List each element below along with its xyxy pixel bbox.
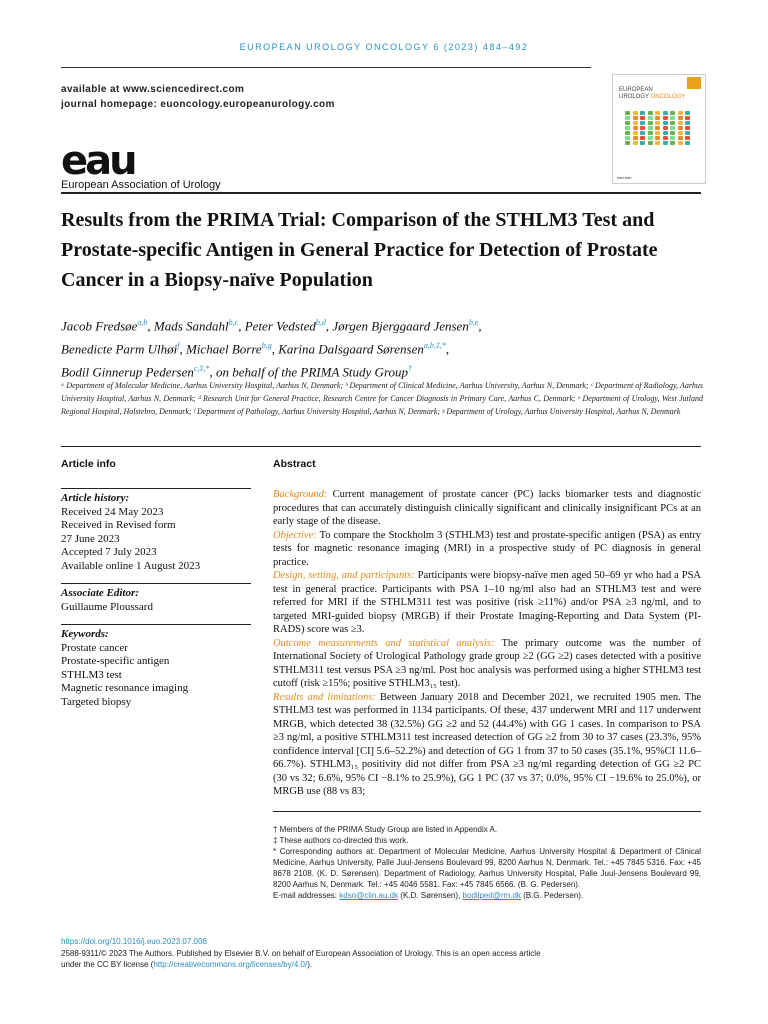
- cover-grid-cell: [678, 131, 683, 135]
- author-affiliation-marker: b,c: [228, 318, 239, 327]
- license-line: [61, 959, 701, 971]
- footnote-emails: [273, 890, 701, 901]
- author-affiliation-marker: b,e: [468, 318, 479, 327]
- footnote-corresponding: * Corresponding authors at: Department of Molecular Medicine, Aarhus University Hospital & Department of Clinical Medicine, Aarhus University, Palle Juul-Jensens Boulevard 99, 8200 Aarhus N, Denmark. Tel.: +45 7845 5316. Fax: +45 8678 2108. (K. D. Sørensen). Department of Radiology, Aarhus University Hospital, Palle Juul-Jensens Boulevard 99, 8200 Aarhus N, Denmark. Tel.: +45 4046 5581. Fax: +45 7845 6566. (B. G. Pedersen).: [273, 847, 701, 889]
- cover-grid-cell: [625, 136, 630, 140]
- abstract-label: Background:: [273, 489, 328, 500]
- author-name[interactable]: Michael Borre: [185, 341, 262, 357]
- author-separator: ,: [179, 341, 186, 357]
- cover-grid-cell: [670, 136, 675, 140]
- cover-grid-cell: [648, 131, 653, 135]
- footnote-co-directed: ‡ These authors co-directed this work.: [273, 836, 409, 845]
- abstract-text: To compare the Stockholm 3 (STHLM3) test and prostate-specific antigen (PSA) as entry tests for magnetic resonance imaging (MRI) in a prospective study of PC diagnosis in general practice.: [273, 529, 701, 568]
- license-suffix: ).: [307, 960, 313, 969]
- eau-org-name: European Association of Urology: [61, 179, 221, 191]
- cover-grid-cell: [625, 111, 630, 115]
- license-prefix: under the CC BY license (: [61, 960, 154, 969]
- email-name-sorensen: (K.D. Sørensen),: [398, 891, 463, 900]
- author-name[interactable]: Benedicte Parm Ulhøi: [61, 341, 178, 357]
- cover-grid-cell: [640, 141, 645, 145]
- cover-grid-cell: [685, 121, 690, 125]
- cover-grid-cell: [655, 116, 660, 120]
- author-list: [61, 313, 711, 381]
- cover-grid-cell: [625, 126, 630, 130]
- abstract-label: Objective:: [273, 529, 317, 541]
- cover-grid-cell: [633, 126, 638, 130]
- cover-grid-cell: [655, 111, 660, 115]
- eau-logo-mark: eau: [61, 138, 135, 184]
- associate-editor-name: Guillaume Ploussard: [61, 600, 153, 613]
- author-name[interactable]: Jørgen Bjerggaard Jensen: [332, 318, 469, 334]
- cover-grid-cell: [625, 116, 630, 120]
- author-separator: ,: [238, 318, 245, 334]
- history-line: Available online 1 August 2023: [61, 559, 201, 572]
- cover-grid-cell: [640, 111, 645, 115]
- cover-grid-cell: [678, 111, 683, 115]
- eau-logo[interactable]: [61, 138, 221, 191]
- history-line: Accepted 7 July 2023: [61, 546, 157, 558]
- running-header: EUROPEAN UROLOGY ONCOLOGY 6 (2023) 484–492: [239, 42, 529, 52]
- abstract-text: Participants were biopsy-naïve men aged 50–69 yr who had a PSA test in general practice. Participants with PSA 1–10 ng/ml also had an STHLM3 test and were referred for MRI if the STHLM311 test was positive (risk ≥11%) and/or PSA ≥3 ng/ml, and to targeted MRI-guided biopsy (MRGB) if their Prostate Imaging-Reporting and Data System (PI-RADS) score was ≥3.: [273, 570, 701, 635]
- abstract-section: [273, 458, 701, 799]
- keywords: [61, 624, 251, 709]
- header-rule: [61, 67, 591, 68]
- history-line: 27 June 2023: [61, 532, 120, 545]
- cover-grid-cell: [670, 111, 675, 115]
- cover-grid-cell: [670, 126, 675, 130]
- cover-grid-cell: [640, 116, 645, 120]
- abstract-label: Outcome measurements and statistical analysis:: [273, 637, 495, 649]
- abstract-paragraph: [273, 691, 701, 799]
- abstract-label: Design, setting, and participants:: [273, 570, 415, 581]
- page-footer: [61, 936, 701, 971]
- abstract-label: Results and limitations:: [273, 691, 376, 703]
- abstract-body: [273, 488, 701, 799]
- cover-title-line2a: UROLOGY: [619, 94, 651, 100]
- cover-grid-cell: [655, 131, 660, 135]
- keyword-item[interactable]: Prostate cancer: [61, 641, 128, 654]
- title-rule: [61, 192, 701, 194]
- cover-title-line1: EUROPEAN: [619, 87, 653, 93]
- author-name[interactable]: Mads Sandahl: [153, 318, 229, 334]
- author-name[interactable]: Jacob Fredsøe: [61, 318, 138, 334]
- cover-grid-cell: [640, 131, 645, 135]
- cover-grid-cell: [648, 116, 653, 120]
- cover-badge: [687, 77, 701, 89]
- author-separator: ,: [445, 341, 450, 357]
- cover-grid-cell: [685, 116, 690, 120]
- author-separator: ,: [478, 318, 482, 334]
- cover-grid-cell: [655, 126, 660, 130]
- keyword-item[interactable]: Prostate-specific antigen: [61, 655, 170, 667]
- article-info-heading: Article info: [61, 458, 116, 470]
- associate-editor: [61, 583, 251, 614]
- cover-grid-cell: [670, 116, 675, 120]
- license-link[interactable]: http://creativecommons.org/licenses/by/4.0/: [153, 960, 308, 969]
- doi-link[interactable]: https://doi.org/10.1016/j.euo.2023.07.006: [61, 937, 207, 946]
- author-separator: ,: [325, 318, 333, 334]
- journal-homepage-link[interactable]: journal homepage: euoncology.europeanurology.com: [61, 99, 335, 110]
- author-name[interactable]: Karina Dalsgaard Sørensen: [278, 341, 424, 357]
- available-at-link[interactable]: available at www.sciencedirect.com: [61, 84, 245, 95]
- cover-grid-cell: [678, 126, 683, 130]
- article-history-heading: Article history:: [61, 492, 130, 504]
- cover-grid-cell: [640, 136, 645, 140]
- cover-grid-cell: [685, 131, 690, 135]
- author-separator: ,: [209, 363, 216, 379]
- abstract-heading: Abstract: [273, 458, 316, 470]
- cover-grid-cell: [655, 136, 660, 140]
- cover-grid-cell: [685, 136, 690, 140]
- footnote-study-group: † Members of the PRIMA Study Group are listed in Appendix A.: [273, 825, 498, 834]
- author-separator: ,: [271, 341, 279, 357]
- email-prefix: E-mail addresses:: [273, 891, 340, 900]
- cover-grid-cell: [625, 121, 630, 125]
- associate-editor-heading: Associate Editor:: [61, 587, 139, 599]
- author-affiliation-marker: a,b,‡,*: [423, 340, 446, 350]
- cover-grid-cell: [678, 121, 683, 125]
- article-history: [61, 488, 251, 573]
- cover-grid-cell: [685, 141, 690, 145]
- cover-grid-cell: [648, 136, 653, 140]
- cover-footer: eau eau: [617, 175, 632, 180]
- author-separator: ,: [147, 318, 154, 334]
- cover-grid-cell: [678, 116, 683, 120]
- author-name[interactable]: on behalf of the PRIMA Study Group: [215, 363, 409, 379]
- abstract-paragraph: [273, 529, 701, 570]
- abstract-text: The primary outcome was the number of International Society of Urological Pathology grade group ≥2 (GG ≥2) cases detected with a positive STHLM311 test versus PSA ≥3 ng/ml. Post hoc analysis was performed using a higher STHLM3 test cutoff (risk ≥15%; positive STHLM3₁₅ test).: [273, 637, 701, 689]
- journal-cover-thumbnail[interactable]: [612, 74, 706, 184]
- cover-grid-cell: [670, 131, 675, 135]
- keyword-item[interactable]: Magnetic resonance imaging: [61, 682, 189, 694]
- cover-grid-cell: [625, 131, 630, 135]
- abstract-paragraph: [273, 637, 701, 691]
- cover-grid-cell: [648, 126, 653, 130]
- keywords-heading: Keywords:: [61, 628, 109, 640]
- author-affiliation-marker: †: [408, 363, 413, 373]
- cover-grid-cell: [633, 141, 638, 145]
- keyword-item[interactable]: Targeted biopsy: [61, 695, 132, 708]
- email-link-sorensen[interactable]: kdso@clin.au.dk: [339, 891, 399, 900]
- footnotes: [273, 824, 701, 901]
- cover-grid-cell: [663, 111, 668, 115]
- cover-grid-cell: [655, 121, 660, 125]
- cover-grid-cell: [663, 131, 668, 135]
- cover-grid-cell: [655, 141, 660, 145]
- cover-grid-cell: [648, 111, 653, 115]
- cover-grid-cell: [670, 121, 675, 125]
- cover-grid-cell: [670, 141, 675, 145]
- cover-grid-cell: [640, 126, 645, 130]
- cover-title-line2b: ONCOLOGY: [650, 94, 686, 100]
- cover-figure: [625, 111, 695, 147]
- footnote-rule: [273, 811, 701, 812]
- author-affiliation-marker: a,b: [137, 318, 148, 327]
- keyword-item[interactable]: STHLM3 test: [61, 668, 122, 681]
- article-info-column: [61, 458, 251, 709]
- cover-grid-cell: [663, 136, 668, 140]
- cover-grid-cell: [663, 116, 668, 120]
- author-affiliation-marker: b,g: [261, 340, 272, 350]
- email-name-pedersen: (B.G. Pedersen).: [520, 891, 584, 900]
- history-line: Received in Revised form: [61, 519, 176, 531]
- author-affiliation-marker: b,d: [315, 318, 326, 327]
- cover-grid-cell: [663, 126, 668, 130]
- abstract-paragraph: [273, 569, 701, 637]
- cover-grid-cell: [633, 116, 638, 120]
- email-link-pedersen[interactable]: bodilped@rm.dk: [462, 891, 521, 900]
- history-line: Received 24 May 2023: [61, 505, 164, 518]
- cover-grid-cell: [663, 141, 668, 145]
- cover-grid-cell: [678, 141, 683, 145]
- affiliations: ᵃ Department of Molecular Medicine, Aarhus University Hospital, Aarhus N, Denmark; ᵇ Department of Clinical Medicine, Aarhus University, Aarhus N, Denmark; ᶜ Department of Radiology, Aarhus University Hospital, Aarhus N, Denmark; ᵈ Research Unit for General Practice, Research Centre for Cancer Diagnosis in Primary Care, Aarhus C, Denmark; ᵉ Department of Urology, West Jutland Regional Hospital, Holstebro, Denmark; ᶠ Department of Pathology, Aarhus University Hospital, Aarhus N, Denmark; ᵍ Department of Urology, Aarhus University Hospital, Aarhus N, Denmark: [61, 381, 703, 416]
- cover-grid-cell: [648, 121, 653, 125]
- cover-grid-cell: [648, 141, 653, 145]
- cover-grid-cell: [685, 126, 690, 130]
- author-affiliation-marker: c,‡,*: [193, 363, 210, 373]
- cover-grid-cell: [678, 136, 683, 140]
- abstract-text: Between January 2018 and December 2021, we recruited 1905 men. The STHLM3 test was performed in 1134 participants. Of these, 437 underwent MRI and 117 underwent MRGB, which detected 38 (32.5%) GG ≥2 and 52 (44.4%) with GG 1 cases. In comparison to PSA ≥3 ng/ml, a positive STHLM311 test increased detection of GG ≥2 from 30 to 37 cases (23.3%, 95% confidence interval [CI] 5.6–52.2%) and detection of GG 1 from 37 to 50 cases (35.1%, 95%CI 11.6–66.7%). STHLM3₁₅ positivity did not differ from PSA ≥3 ng/ml regarding detection of GG ≥2 PC (30 vs 32; 6.6%, 95% CI −8.1% to 25.9%), GG 1 PC (37 vs 37; 0.0%, 95% CI −19.6% to 25.0%), or MRGB use (88 vs 83;: [273, 691, 702, 797]
- author-name[interactable]: Bodil Ginnerup Pedersen: [61, 363, 194, 379]
- cover-grid-cell: [633, 131, 638, 135]
- cover-grid-cell: [633, 121, 638, 125]
- cover-title: [619, 87, 685, 101]
- journal-availability: [61, 82, 335, 112]
- cover-grid-cell: [640, 121, 645, 125]
- section-rule: [61, 446, 701, 447]
- article-title: Results from the PRIMA Trial: Comparison of the STHLM3 Test and Prostate-specific Antigen in General Practice for Detection of Prostate Cancer in a Biopsy-naïve Population: [61, 209, 658, 291]
- author-affiliation-marker: f: [177, 340, 180, 350]
- author-name[interactable]: Peter Vedsted: [244, 318, 316, 334]
- cover-grid-cell: [685, 111, 690, 115]
- abstract-text: Current management of prostate cancer (PC) lacks biomarker tests and diagnostic procedures that can accurately distinguish clinically significant and clinically insignificant PCs at an early stage of the disease.: [273, 489, 702, 527]
- cover-grid-cell: [663, 121, 668, 125]
- cover-grid-cell: [625, 141, 630, 145]
- cover-grid-cell: [633, 111, 638, 115]
- abstract-paragraph: [273, 488, 701, 529]
- copyright-text: 2588-9311/© 2023 The Authors. Published by Elsevier B.V. on behalf of European Association of Urology. This is an open access article: [61, 948, 541, 958]
- cover-grid-cell: [633, 136, 638, 140]
